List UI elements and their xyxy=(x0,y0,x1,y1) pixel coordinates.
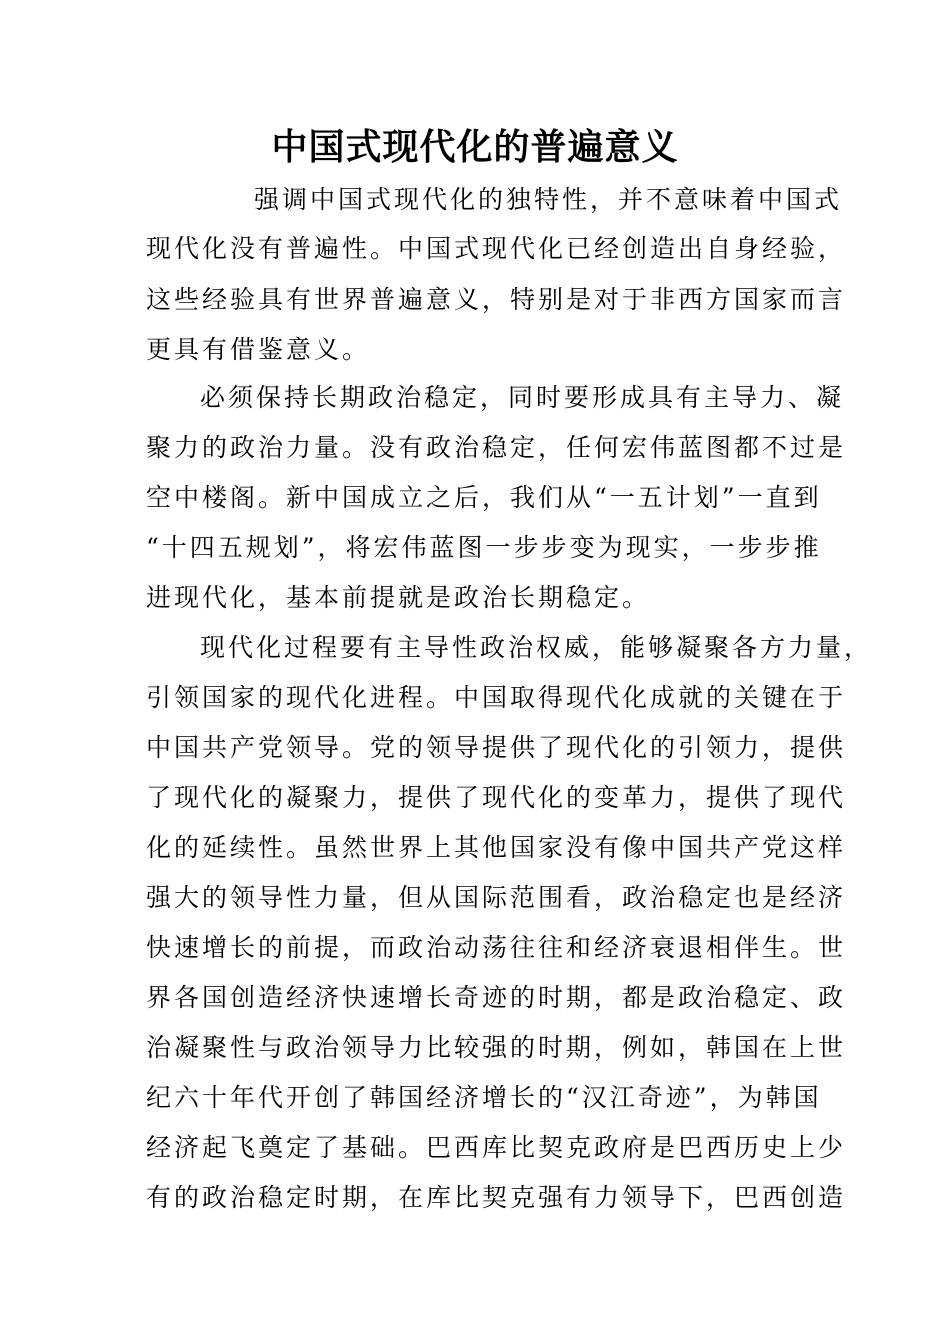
paragraph-3-line-2: 引领国家的现代化进程。中国取得现代化成就的关键在于 xyxy=(146,683,847,712)
paragraph-3-line-8: 界各国创造经济快速增长奇迹的时期，都是政治稳定、政 xyxy=(146,983,847,1012)
paragraph-1-line-4: 更具有借鉴意义。 xyxy=(146,335,371,364)
document-title: 中国式现代化的普遍意义 xyxy=(271,126,679,168)
paragraph-3-line-3: 中国共产党领导。党的领导提供了现代化的引领力，提供 xyxy=(146,733,847,762)
paragraph-1-line-2: 现代化没有普遍性。中国式现代化已经创造出自身经验， xyxy=(146,234,847,263)
paragraph-1-line-3: 这些经验具有世界普遍意义，特别是对于非西方国家而言 xyxy=(146,285,847,314)
paragraph-2-line-5: 进现代化，基本前提就是政治长期稳定。 xyxy=(146,583,651,612)
paragraph-3-line-7: 快速增长的前提，而政治动荡往往和经济衰退相伴生。世 xyxy=(146,933,847,962)
paragraph-1-line-1: 强调中国式现代化的独特性，并不意味着中国式 xyxy=(254,185,843,214)
paragraph-3-line-12: 有的政治稳定时期，在库比契克强有力领导下，巴西创造 xyxy=(146,1183,847,1212)
paragraph-3-line-1: 现代化过程要有主导性政治权威，能够凝聚各方力量， xyxy=(200,633,873,662)
paragraph-3-line-9: 治凝聚性与政治领导力比较强的时期，例如，韩国在上世 xyxy=(146,1033,847,1062)
paragraph-3-line-6: 强大的领导性力量，但从国际范围看，政治稳定也是经济 xyxy=(146,883,847,912)
paragraph-3-line-10: 纪六十年代开创了韩国经济增长的“汉江奇迹”，为韩国 xyxy=(146,1083,822,1112)
paragraph-2-line-4: “十四五规划”，将宏伟蓝图一步步变为现实，一步步推 xyxy=(146,533,822,562)
paragraph-2-line-3: 空中楼阁。新中国成立之后，我们从“一五计划”一直到 xyxy=(146,483,822,512)
paragraph-3-line-4: 了现代化的凝聚力，提供了现代化的变革力，提供了现代 xyxy=(146,783,847,812)
paragraph-3-line-11: 经济起飞奠定了基础。巴西库比契克政府是巴西历史上少 xyxy=(146,1133,847,1162)
paragraph-2-line-2: 聚力的政治力量。没有政治稳定，任何宏伟蓝图都不过是 xyxy=(146,433,847,462)
paragraph-3-line-5: 化的延续性。虽然世界上其他国家没有像中国共产党这样 xyxy=(146,833,847,862)
paragraph-2-line-1: 必须保持长期政治稳定，同时要形成具有主导力、凝 xyxy=(200,383,845,412)
